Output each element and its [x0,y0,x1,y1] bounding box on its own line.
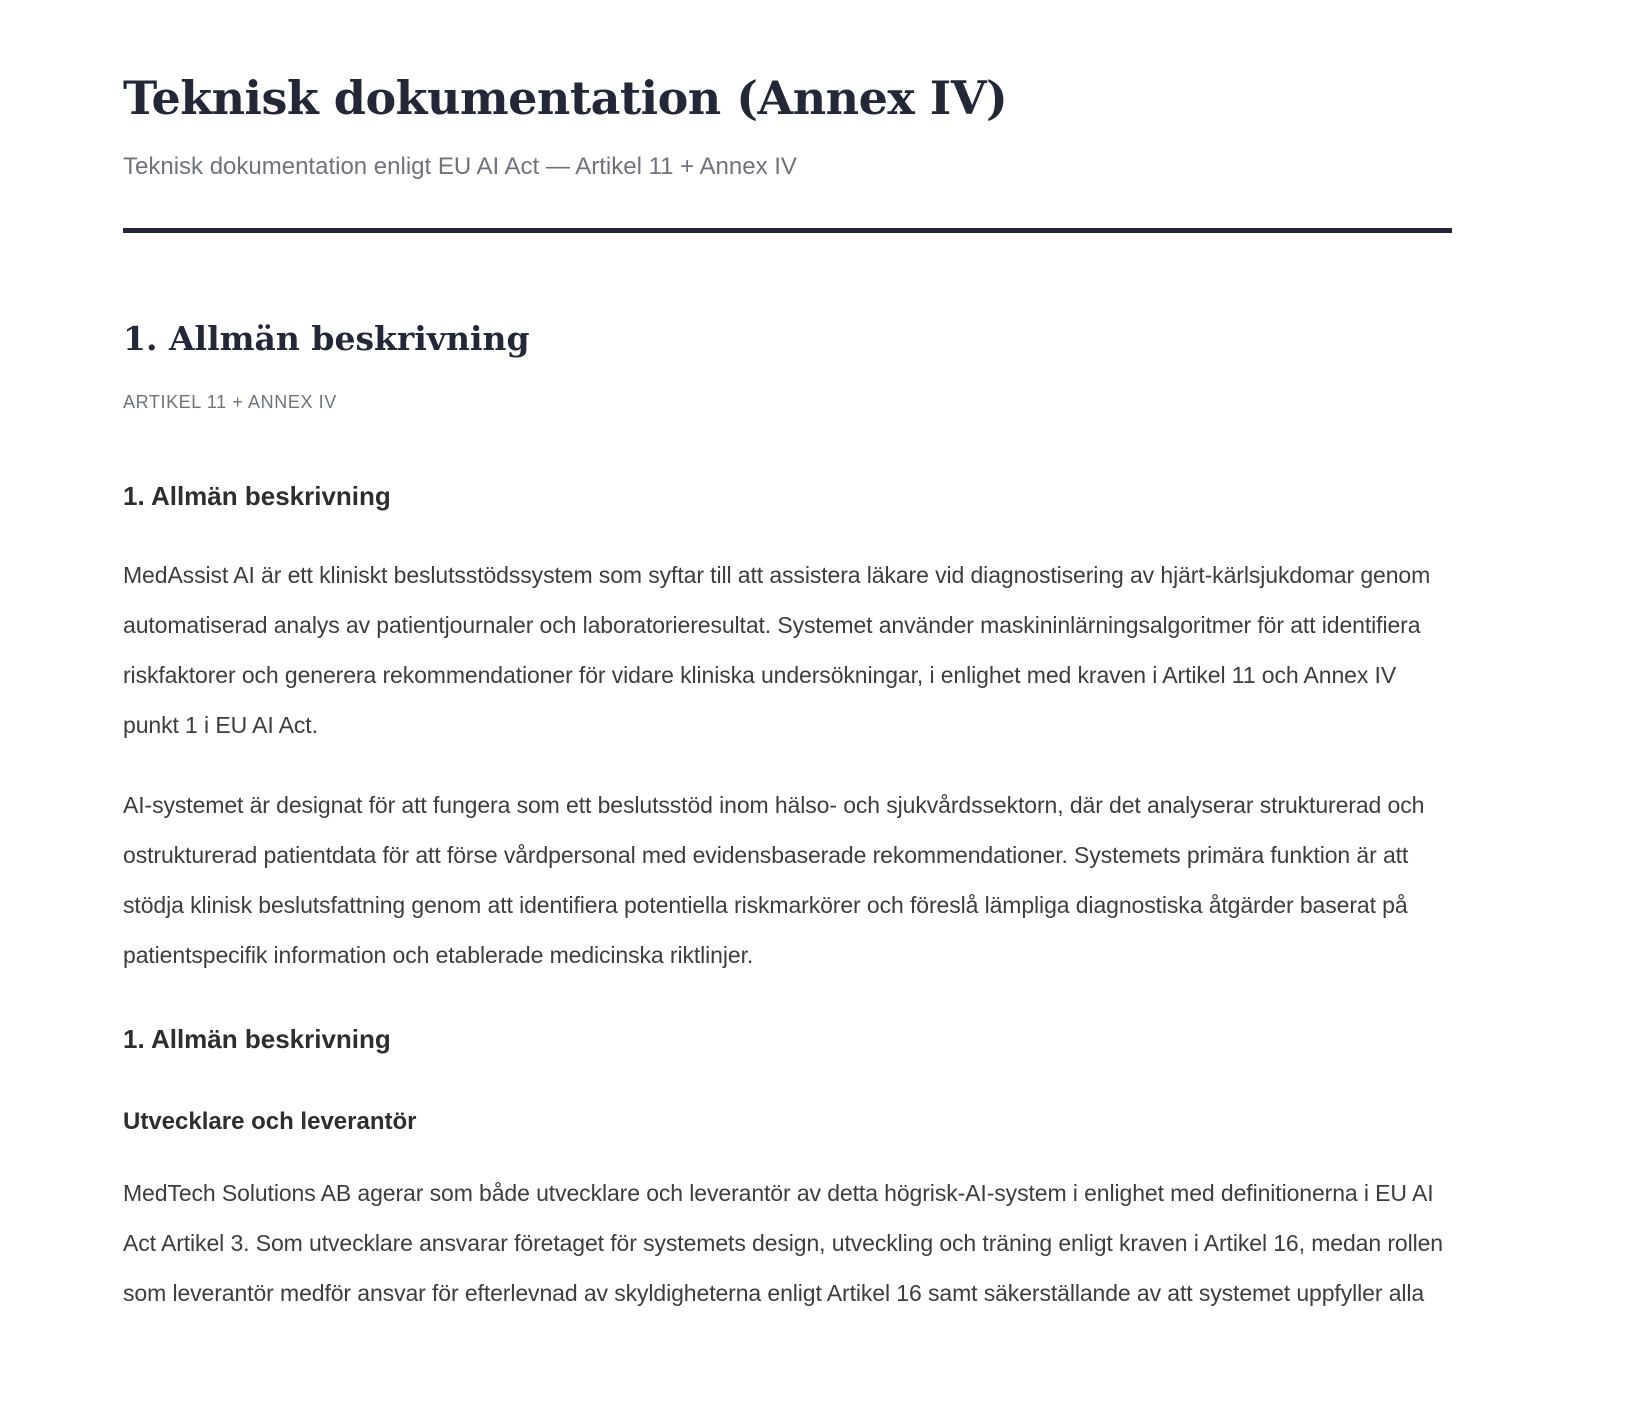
page-subtitle: Teknisk dokumentation enligt EU AI Act — Artikel 11 + Annex IV [123,152,797,180]
subheading-utvecklare-leverantor: Utvecklare och leverantör [123,1107,417,1135]
page-title: Teknisk dokumentation (Annex IV) [123,71,1008,125]
title-divider [123,228,1452,233]
section-eyebrow-label: ARTIKEL 11 + ANNEX IV [123,392,337,413]
paragraph-system-function: AI-systemet är designat för att fungera som ett beslutsstöd inom hälso- och sjukvårdssektorn, där det analyserar strukturerad och ostrukturerad patientdata för att förse vårdpersonal med evidensbaserade rekommendationer. Systemets primära funktion är att stödja klinisk beslutsfattning genom att identifiera potentiella riskmarkörer och föreslå lämpliga diagnostiska åtgärder baserat på patientspecifik information och etablerade medicinska riktlinjer. [123,792,1425,969]
subheading-allman-beskrivning-repeat: 1. Allmän beskrivning [123,1024,391,1055]
subheading-allman-beskrivning: 1. Allmän beskrivning [123,481,391,512]
section-heading: 1. Allmän beskrivning [123,318,530,358]
paragraph-developer-provider: MedTech Solutions AB agerar som både utvecklare och leverantör av detta högrisk-AI-system i enlighet med definitionerna i EU AI Act Artikel 3. Som utvecklare ansvarar företaget för systemets design, utveckling och träning enligt kraven i Artikel 16, medan rollen som leverantör medför ansvar för efterlevnad av skyldigheterna enligt Artikel 16 samt säkerställande av att systemet uppfyller alla [123,1180,1443,1307]
paragraph-system-description: MedAssist AI är ett kliniskt beslutsstödssystem som syftar till att assistera läkare vid diagnostisering av hjärt-kärlsjukdomar genom automatiserad analys av patientjournaler och laboratorieresultat. Systemet använder maskininlärningsalgoritmer för att identifiera riskfaktorer och generera rekommendationer för vidare kliniska undersökningar, i enlighet med kraven i Artikel 11 och Annex IV punkt 1 i EU AI Act. [123,562,1431,739]
